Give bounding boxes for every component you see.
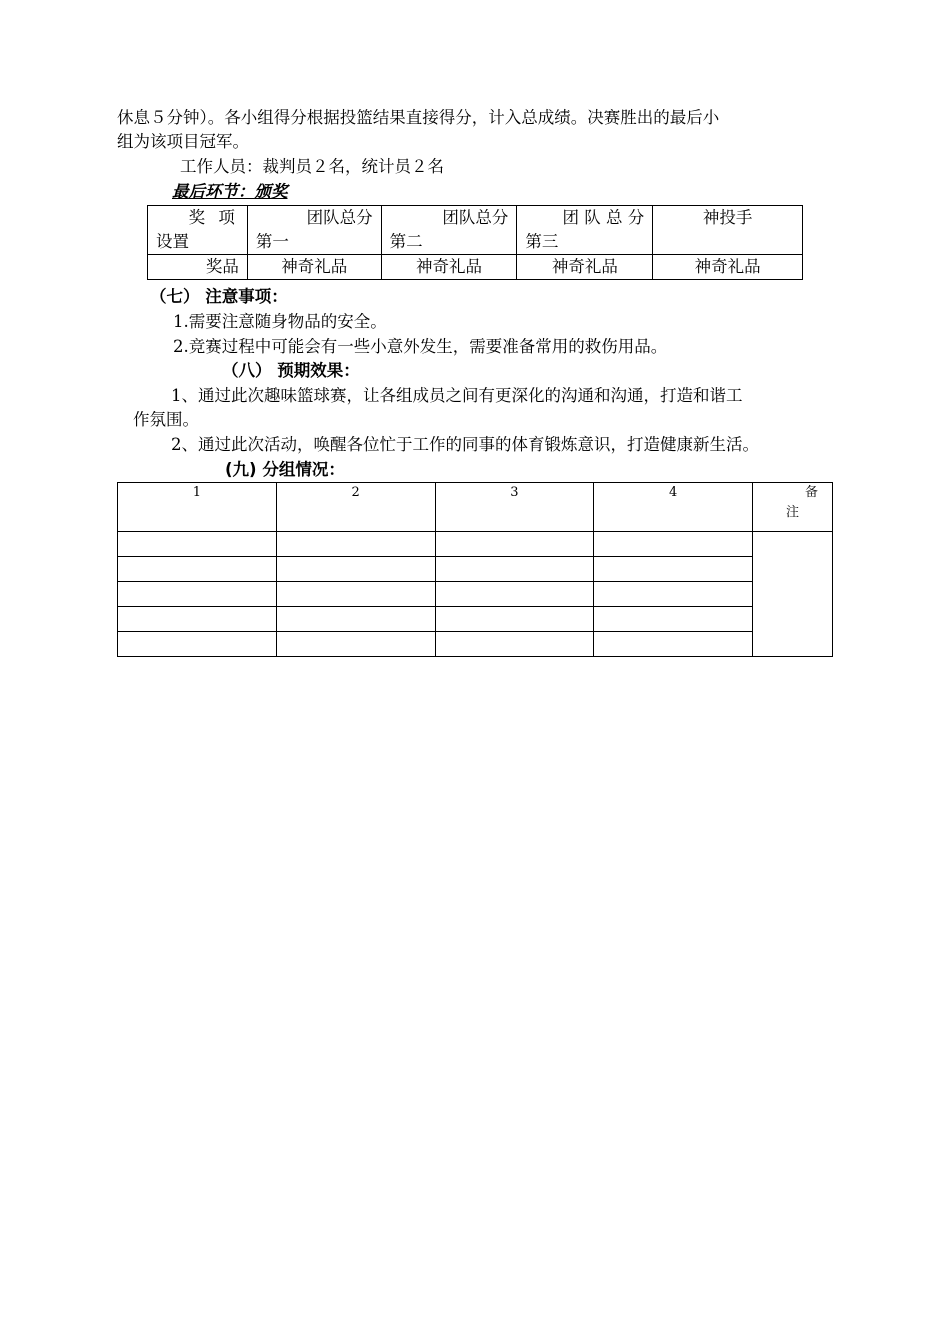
group-cell — [594, 607, 753, 632]
award-prize-label: 奖品 — [148, 255, 248, 280]
staff-line: 工作人员：裁判员２名，统计员２名 — [180, 157, 444, 176]
group-cell — [594, 582, 753, 607]
award-prize-row — [148, 255, 803, 280]
grouping-row — [118, 582, 833, 607]
award-prize-cell: 神奇礼品 — [517, 255, 653, 280]
award-prize-cell: 神奇礼品 — [247, 255, 381, 280]
expected-heading: （八） 预期效果： — [222, 361, 360, 380]
grouping-table — [117, 482, 833, 657]
group-remark-cell — [753, 532, 833, 657]
notes-item-1: 1.需要注意随身物品的安全。 — [173, 312, 387, 331]
group-column-remark: 备 注 — [753, 483, 833, 532]
group-column-2: 2 — [276, 483, 435, 532]
notes-item-2: 2.竞赛过程中可能会有一些小意外发生，需要准备常用的救伤用品。 — [173, 337, 668, 356]
para-line-2: 组为该项目冠军。 — [117, 132, 249, 151]
para-line-1: 休息５分钟）。各小组得分根据投篮结果直接得分，计入总成绩。决赛胜出的最后小 — [117, 108, 720, 127]
expected-item-1-line-2: 作氛围。 — [133, 410, 199, 429]
award-prize-cell: 神奇礼品 — [653, 255, 803, 280]
group-cell — [594, 632, 753, 657]
award-header-shooter: 神投手 — [653, 206, 803, 255]
award-prize-cell: 神奇礼品 — [381, 255, 517, 280]
group-cell — [435, 582, 594, 607]
group-cell — [435, 632, 594, 657]
group-cell — [118, 632, 277, 657]
group-cell — [118, 557, 277, 582]
grouping-row — [118, 632, 833, 657]
group-column-4: 4 — [594, 483, 753, 532]
group-cell — [118, 532, 277, 557]
award-header-row — [148, 206, 803, 255]
group-column-1: 1 — [118, 483, 277, 532]
expected-item-2: 2、通过此次活动，唤醒各位忙于工作的同事的体育锻炼意识，打造健康新生活。 — [171, 435, 759, 454]
group-cell — [276, 557, 435, 582]
group-cell — [435, 532, 594, 557]
grouping-row — [118, 557, 833, 582]
grouping-header-row — [118, 483, 833, 532]
group-cell — [594, 557, 753, 582]
award-header-second: 团队总分 第二 — [381, 206, 517, 255]
group-cell — [276, 607, 435, 632]
group-cell — [118, 607, 277, 632]
group-cell — [276, 582, 435, 607]
group-cell — [118, 582, 277, 607]
final-stage-heading: 最后环节：颁奖 — [172, 182, 288, 201]
award-table — [147, 205, 803, 280]
group-cell — [594, 532, 753, 557]
group-cell — [435, 607, 594, 632]
group-column-3: 3 — [435, 483, 594, 532]
award-header-setting: 奖 项 设置 — [148, 206, 248, 255]
group-cell — [276, 532, 435, 557]
group-cell — [276, 632, 435, 657]
grouping-row — [118, 607, 833, 632]
award-header-first: 团队总分 第一 — [247, 206, 381, 255]
grouping-heading: (九) 分组情况： — [225, 460, 345, 479]
group-cell — [435, 557, 594, 582]
expected-item-1-line-1: 1、通过此次趣味篮球赛，让各组成员之间有更深化的沟通和沟通，打造和谐工 — [171, 386, 743, 405]
award-header-third: 团 队 总 分 第三 — [517, 206, 653, 255]
notes-heading: （七） 注意事项： — [150, 287, 288, 306]
grouping-row — [118, 532, 833, 557]
